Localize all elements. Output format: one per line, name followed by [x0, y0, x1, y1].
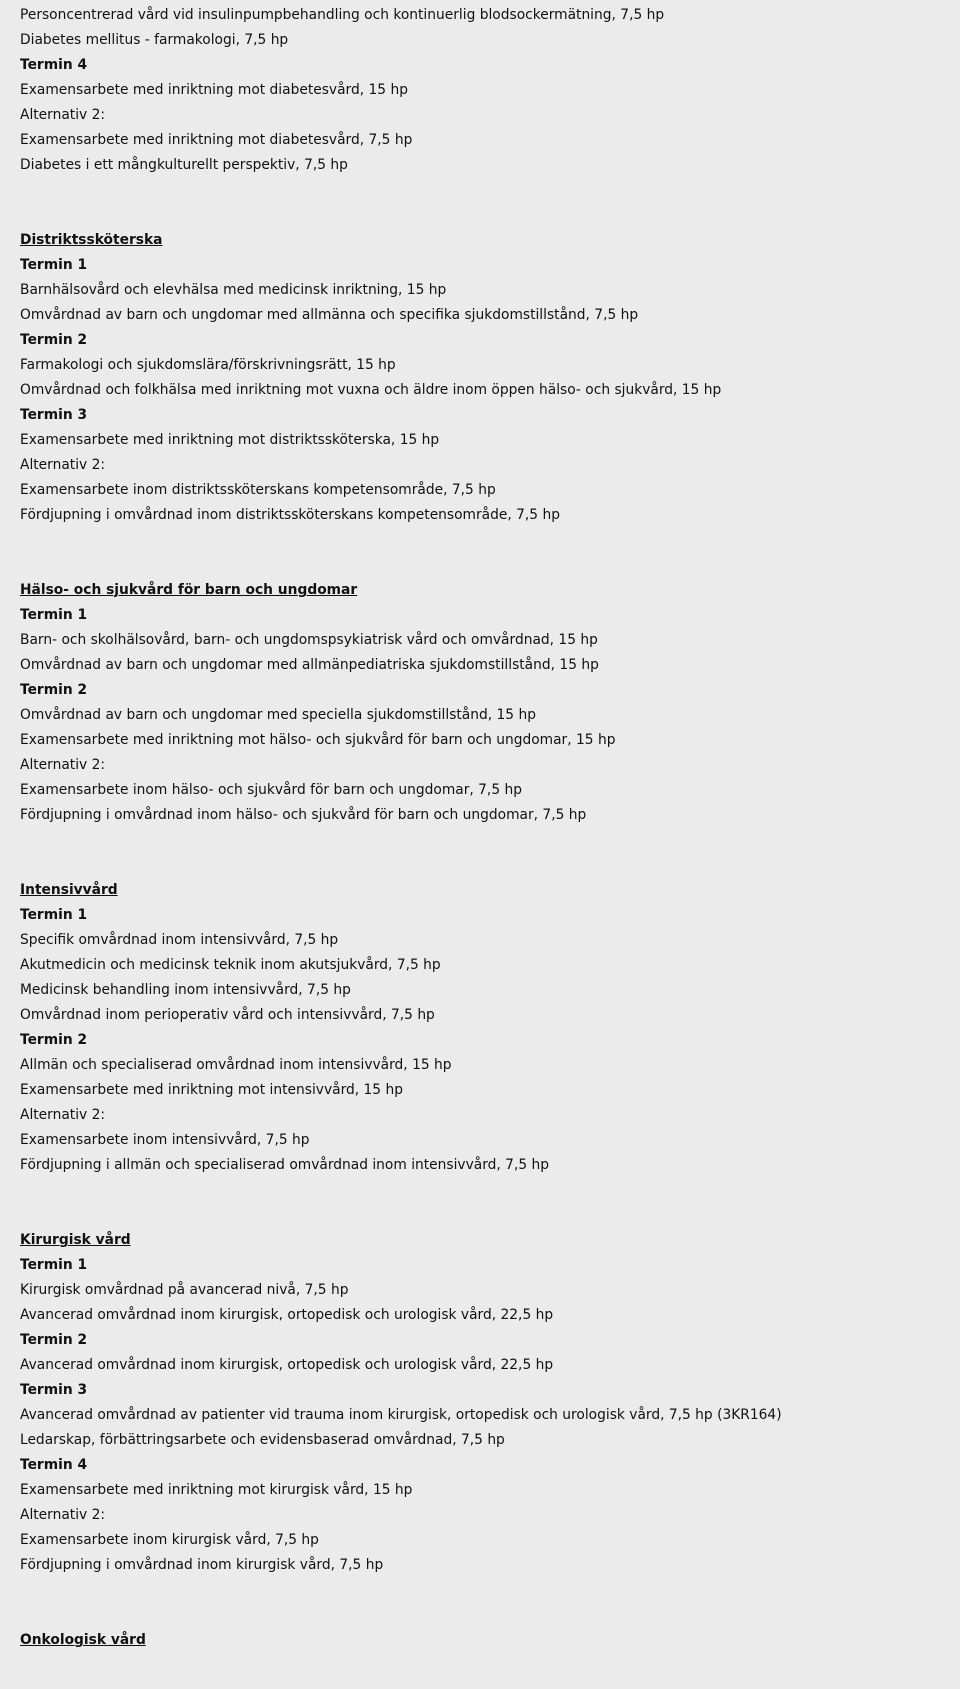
- section-spacer: [20, 528, 960, 578]
- termin-heading: Termin 4: [20, 1457, 88, 1473]
- section-spacer: [20, 828, 960, 878]
- course-item: Barn- och skolhälsovård, barn- och ungdomspsykiatrisk vård och omvårdnad, 15 hp: [20, 632, 598, 648]
- course-item: Examensarbete inom kirurgisk vård, 7,5 hp: [20, 1532, 319, 1548]
- section-spacer: [20, 178, 960, 228]
- course-item: Examensarbete med inriktning mot hälso- och sjukvård för barn och ungdomar, 15 hp: [20, 732, 616, 748]
- course-item: Omvårdnad av barn och ungdomar med allmänna och specifika sjukdomstillstånd, 7,5 hp: [20, 307, 639, 323]
- termin-heading: Termin 3: [20, 1382, 88, 1398]
- section-intensivvard: [20, 878, 960, 1178]
- course-item: Avancerad omvårdnad inom kirurgisk, ortopedisk och urologisk vård, 22,5 hp: [20, 1357, 554, 1373]
- course-item: Fördjupning i omvårdnad inom hälso- och sjukvård för barn och ungdomar, 7,5 hp: [20, 807, 587, 823]
- section-heading: Distriktssköterska: [20, 232, 163, 248]
- section-spacer: [20, 1578, 960, 1628]
- section-spacer: [20, 1178, 960, 1228]
- section-heading: Onkologisk vård: [20, 1632, 146, 1648]
- course-item: Akutmedicin och medicinsk teknik inom akutsjukvård, 7,5 hp: [20, 957, 441, 973]
- course-item: Specifik omvårdnad inom intensivvård, 7,5 hp: [20, 932, 339, 948]
- course-item: Examensarbete inom hälso- och sjukvård för barn och ungdomar, 7,5 hp: [20, 782, 522, 798]
- course-item: Allmän och specialiserad omvårdnad inom intensivvård, 15 hp: [20, 1057, 452, 1073]
- course-item: Omvårdnad av barn och ungdomar med allmänpediatriska sjukdomstillstånd, 15 hp: [20, 657, 599, 673]
- course-item: Examensarbete med inriktning mot intensivvård, 15 hp: [20, 1082, 403, 1098]
- course-item: Examensarbete med inriktning mot kirurgisk vård, 15 hp: [20, 1482, 413, 1498]
- termin-heading: Termin 2: [20, 1032, 88, 1048]
- section-heading: Intensivvård: [20, 882, 118, 898]
- course-item: Avancerad omvårdnad inom kirurgisk, ortopedisk och urologisk vård, 22,5 hp: [20, 1307, 554, 1323]
- course-item: Diabetes i ett mångkulturellt perspektiv, 7,5 hp: [20, 157, 348, 173]
- course-item: Ledarskap, förbättringsarbete och evidensbaserad omvårdnad, 7,5 hp: [20, 1432, 505, 1448]
- course-item: Farmakologi och sjukdomslära/förskrivningsrätt, 15 hp: [20, 357, 396, 373]
- sections-container: [20, 178, 960, 1653]
- course-item: Examensarbete med inriktning mot diabetesvård, 15 hp: [20, 82, 408, 98]
- section-halso-och-sjukvard-for-barn-och-ungdomar: [20, 578, 960, 828]
- intro-block: [20, 0, 960, 178]
- course-item: Fördjupning i omvårdnad inom distriktssköterskans kompetensområde, 7,5 hp: [20, 507, 560, 523]
- alternative-label: Alternativ 2:: [20, 757, 106, 773]
- termin-heading: Termin 4: [20, 57, 88, 73]
- termin-heading: Termin 3: [20, 407, 88, 423]
- alternative-label: Alternativ 2:: [20, 1507, 106, 1523]
- course-item: Personcentrerad vård vid insulinpumpbehandling och kontinuerlig blodsockermätning, 7,5 hp: [20, 7, 665, 23]
- course-item: Fördjupning i allmän och specialiserad omvårdnad inom intensivvård, 7,5 hp: [20, 1157, 550, 1173]
- section-heading: Kirurgisk vård: [20, 1232, 131, 1248]
- course-item: Examensarbete med inriktning mot diabetesvård, 7,5 hp: [20, 132, 413, 148]
- course-item: Omvårdnad av barn och ungdomar med speciella sjukdomstillstånd, 15 hp: [20, 707, 536, 723]
- section-heading: Hälso- och sjukvård för barn och ungdomar: [20, 582, 358, 598]
- course-item: Omvårdnad och folkhälsa med inriktning mot vuxna och äldre inom öppen hälso- och sjukvård, 15 hp: [20, 382, 722, 398]
- section-onkologisk-vard: [20, 1628, 960, 1653]
- termin-heading: Termin 1: [20, 607, 88, 623]
- course-item: Fördjupning i omvårdnad inom kirurgisk vård, 7,5 hp: [20, 1557, 384, 1573]
- course-item: Avancerad omvårdnad av patienter vid trauma inom kirurgisk, ortopedisk och urologisk vård, 7,5 hp (3KR164): [20, 1407, 782, 1423]
- termin-heading: Termin 2: [20, 332, 88, 348]
- alternative-label: Alternativ 2:: [20, 1107, 106, 1123]
- course-item: Examensarbete med inriktning mot distriktssköterska, 15 hp: [20, 432, 440, 448]
- alternative-label: Alternativ 2:: [20, 457, 106, 473]
- section-kirurgisk-vard: [20, 1228, 960, 1578]
- section-distriktsskoterska: [20, 228, 960, 528]
- course-item: Kirurgisk omvårdnad på avancerad nivå, 7,5 hp: [20, 1282, 349, 1298]
- termin-heading: Termin 1: [20, 257, 88, 273]
- course-item: Barnhälsovård och elevhälsa med medicinsk inriktning, 15 hp: [20, 282, 447, 298]
- course-item: Omvårdnad inom perioperativ vård och intensivvård, 7,5 hp: [20, 1007, 435, 1023]
- course-item: Diabetes mellitus - farmakologi, 7,5 hp: [20, 32, 289, 48]
- termin-heading: Termin 1: [20, 1257, 88, 1273]
- termin-heading: Termin 2: [20, 1332, 88, 1348]
- alternative-label: Alternativ 2:: [20, 107, 106, 123]
- course-item: Examensarbete inom intensivvård, 7,5 hp: [20, 1132, 310, 1148]
- termin-heading: Termin 2: [20, 682, 88, 698]
- course-item: Medicinsk behandling inom intensivvård, 7,5 hp: [20, 982, 351, 998]
- course-item: Examensarbete inom distriktssköterskans kompetensområde, 7,5 hp: [20, 482, 496, 498]
- termin-heading: Termin 1: [20, 907, 88, 923]
